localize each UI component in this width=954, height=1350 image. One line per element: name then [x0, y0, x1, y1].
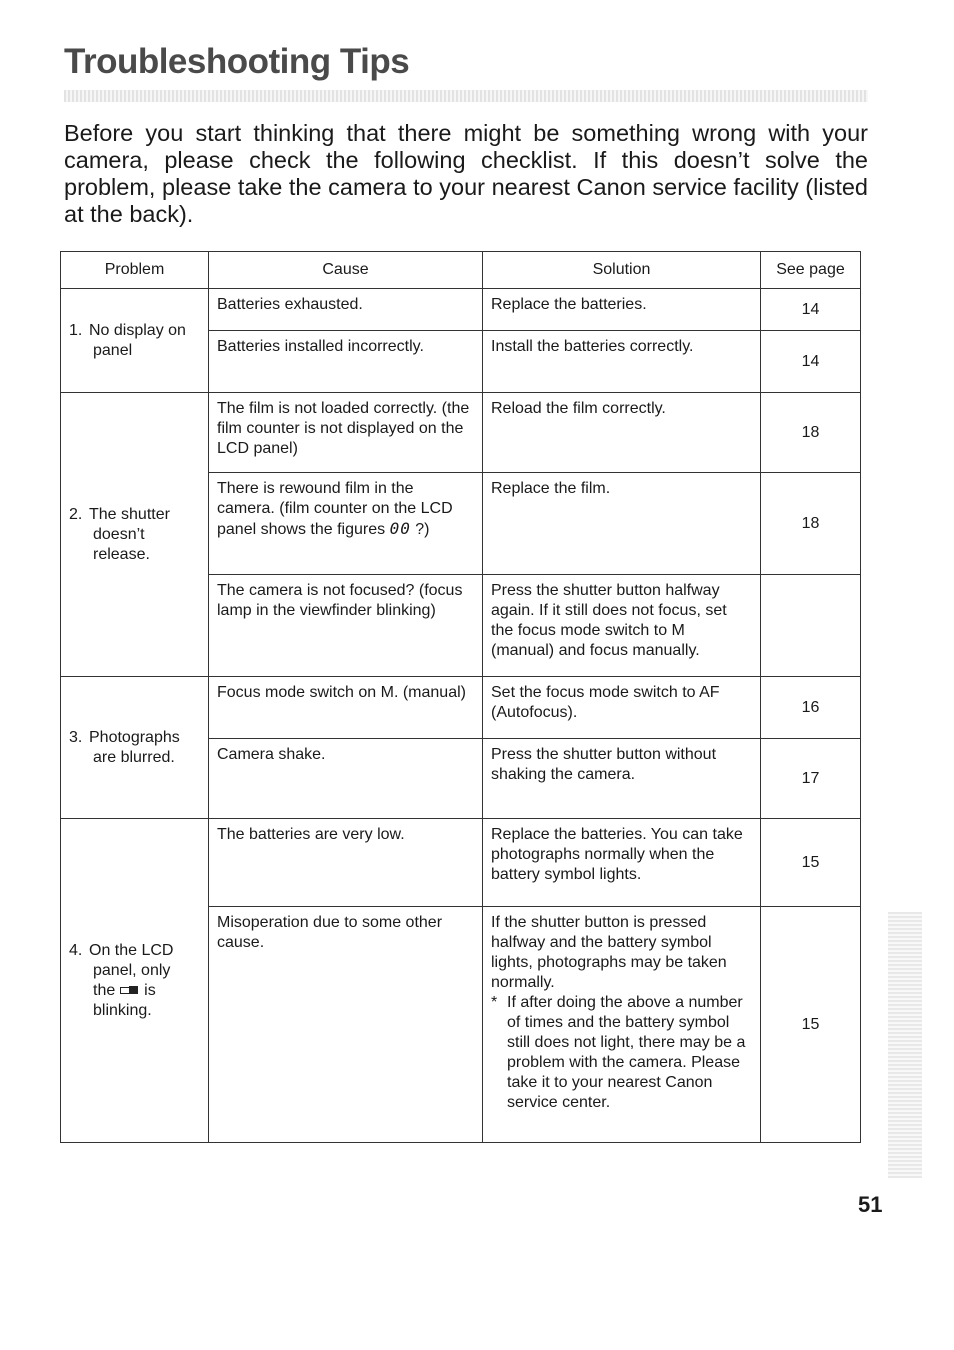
cause-text-tail: ?)	[410, 521, 430, 538]
problem-cell-2	[61, 393, 209, 677]
solution-cell: Replace the film.	[483, 473, 761, 575]
cause-text: There is rewound film in the camera. (film counter on the LCD panel shows the figures	[217, 480, 453, 538]
cause-cell: Focus mode switch on M. (manual)	[209, 677, 483, 739]
problem-text: Photographs	[89, 728, 180, 746]
see-page-cell: 14	[761, 289, 861, 331]
page-title: Troubleshooting Tips	[64, 42, 410, 81]
note-asterisk: *	[491, 994, 498, 1011]
table-header-row	[61, 252, 861, 289]
problem-cell-3	[61, 677, 209, 819]
problem-text: blinking.	[93, 1001, 152, 1019]
problem-text: are blurred.	[93, 748, 175, 766]
header-problem: Problem	[61, 252, 209, 289]
cause-cell: Misoperation due to some other cause.	[209, 907, 483, 1143]
solution-cell: Press the shutter button halfway again. If it still does not focus, set the focus mode switch to M (manual) and focus manually.	[483, 575, 761, 677]
see-page-cell: 15	[761, 907, 861, 1143]
cause-cell: The batteries are very low.	[209, 819, 483, 907]
page-edge-tab	[888, 912, 922, 1178]
problem-cell-1	[61, 289, 209, 393]
solution-cell: Reload the film correctly.	[483, 393, 761, 473]
battery-symbol-icon	[120, 986, 140, 994]
solution-cell: Install the batteries correctly.	[483, 331, 761, 393]
troubleshooting-table	[60, 251, 861, 1143]
problem-text: No display on	[89, 321, 186, 339]
problem-text: doesn’t	[93, 525, 145, 543]
table-row	[61, 393, 861, 473]
solution-cell: Press the shutter button without shaking the camera.	[483, 739, 761, 819]
problem-text: is	[144, 981, 156, 999]
solution-cell: Replace the batteries.	[483, 289, 761, 331]
problem-text: release.	[93, 545, 150, 563]
see-page-cell: 14	[761, 331, 861, 393]
intro-paragraph: Before you start thinking that there might be something wrong with your camera, please check the following checklist. If this doesn’t solve the problem, please take the camera to your nearest Canon service facility (listed at the back).	[64, 120, 868, 227]
table-row	[61, 819, 861, 907]
see-page-cell: 16	[761, 677, 861, 739]
table-row	[61, 677, 861, 739]
problem-cell-4	[61, 819, 209, 1143]
see-page-cell	[761, 575, 861, 677]
problem-text-with-icon	[69, 981, 200, 1001]
cause-cell: The camera is not focused? (focus lamp in the viewfinder blinking)	[209, 575, 483, 677]
solution-note	[491, 993, 752, 1113]
cause-cell	[209, 473, 483, 575]
cause-cell: Camera shake.	[209, 739, 483, 819]
note-text: If after doing the above a number of times and the battery symbol still does not light, there may be a problem with the camera. Please take it to your nearest Canon service center.	[507, 994, 746, 1111]
table-row	[61, 289, 861, 331]
solution-cell: Set the focus mode switch to AF (Autofocus).	[483, 677, 761, 739]
solution-text: If the shutter button is pressed halfway and the battery symbol lights, photographs may be taken normally.	[491, 914, 727, 991]
cause-cell: Batteries exhausted.	[209, 289, 483, 331]
problem-number: 3.	[69, 728, 83, 746]
cause-cell: Batteries installed incorrectly.	[209, 331, 483, 393]
page-number: 51	[858, 1192, 883, 1217]
header-see-page: See page	[761, 252, 861, 289]
problem-text: panel	[93, 341, 133, 359]
header-cause: Cause	[209, 252, 483, 289]
problem-number: 4.	[69, 941, 83, 959]
problem-text: On the LCD	[89, 941, 174, 959]
problem-text: The shutter	[89, 505, 170, 523]
problem-text: panel, only	[93, 961, 171, 979]
see-page-cell: 17	[761, 739, 861, 819]
solution-cell: Replace the batteries. You can take photographs normally when the battery symbol lights.	[483, 819, 761, 907]
title-rule	[64, 90, 868, 102]
lcd-figures: 00	[389, 519, 411, 538]
see-page-cell: 18	[761, 473, 861, 575]
see-page-cell: 18	[761, 393, 861, 473]
cause-cell: The film is not loaded correctly. (the film counter is not displayed on the LCD panel)	[209, 393, 483, 473]
header-solution: Solution	[483, 252, 761, 289]
problem-number: 2.	[69, 505, 83, 523]
problem-number: 1.	[69, 321, 83, 339]
solution-cell	[483, 907, 761, 1143]
see-page-cell: 15	[761, 819, 861, 907]
problem-text: the	[93, 981, 116, 999]
